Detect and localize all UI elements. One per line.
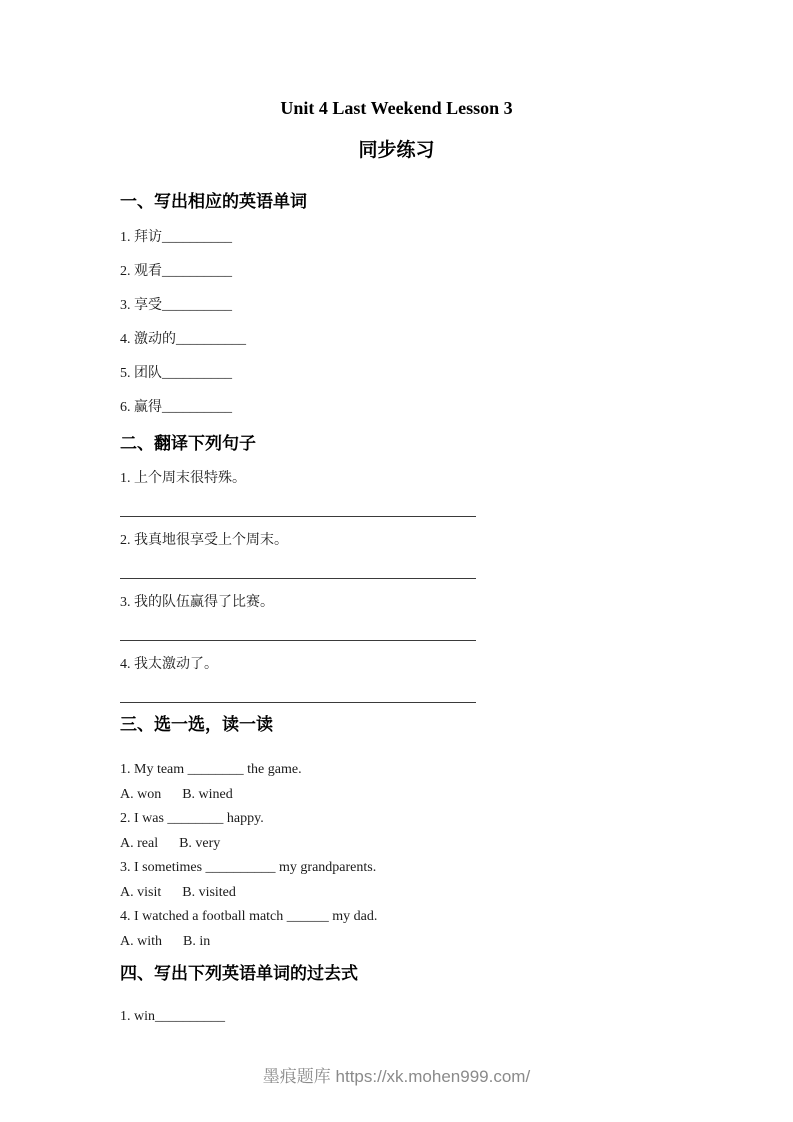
section1-item: 6. 赢得__________: [120, 400, 232, 415]
section3-heading: 三、选一选，读一读: [120, 715, 273, 734]
section1-heading: 一、写出相应的英语单词: [120, 192, 307, 211]
section2-question: 4. 我太激动了。: [120, 657, 218, 672]
footer-watermark: 墨痕题库 https://xk.mohen999.com/: [262, 1067, 531, 1086]
section2-question: 1. 上个周末很特殊。: [120, 471, 246, 486]
section3-options: A. visit B. visited: [120, 884, 236, 900]
section1-item: 5. 团队__________: [120, 366, 232, 381]
section2-heading: 二、翻译下列句子: [120, 434, 256, 453]
answer-line: [120, 702, 476, 703]
section2-question: 2. 我真地很享受上个周末。: [120, 533, 288, 548]
section3-question: 4. I watched a football match ______ my dad.: [120, 909, 378, 924]
section1-item: 4. 激动的__________: [120, 332, 246, 347]
answer-line: [120, 578, 476, 579]
page-subtitle: 同步练习: [358, 140, 435, 161]
section3-options: A. with B. in: [120, 933, 211, 949]
section3-options: A. won B. wined: [120, 786, 233, 802]
page-title: Unit 4 Last Weekend Lesson 3: [280, 98, 513, 118]
section1-item: 1. 拜访__________: [120, 230, 232, 245]
section1-item: 2. 观看__________: [120, 264, 232, 279]
section3-question: 2. I was ________ happy.: [120, 811, 264, 826]
section1-item: 3. 享受__________: [120, 298, 232, 313]
section4-item: 1. win__________: [120, 1009, 225, 1024]
section3-question: 1. My team ________ the game.: [120, 762, 302, 777]
section3-block: [120, 758, 735, 954]
section3-options: A. real B. very: [120, 835, 221, 851]
worksheet-content: [0, 191, 793, 1026]
section4-heading: 四、写出下列英语单词的过去式: [120, 964, 358, 983]
section3-question: 3. I sometimes __________ my grandparents.: [120, 860, 377, 875]
answer-line: [120, 640, 476, 641]
section2-question: 3. 我的队伍赢得了比赛。: [120, 595, 274, 610]
answer-line: [120, 516, 476, 517]
